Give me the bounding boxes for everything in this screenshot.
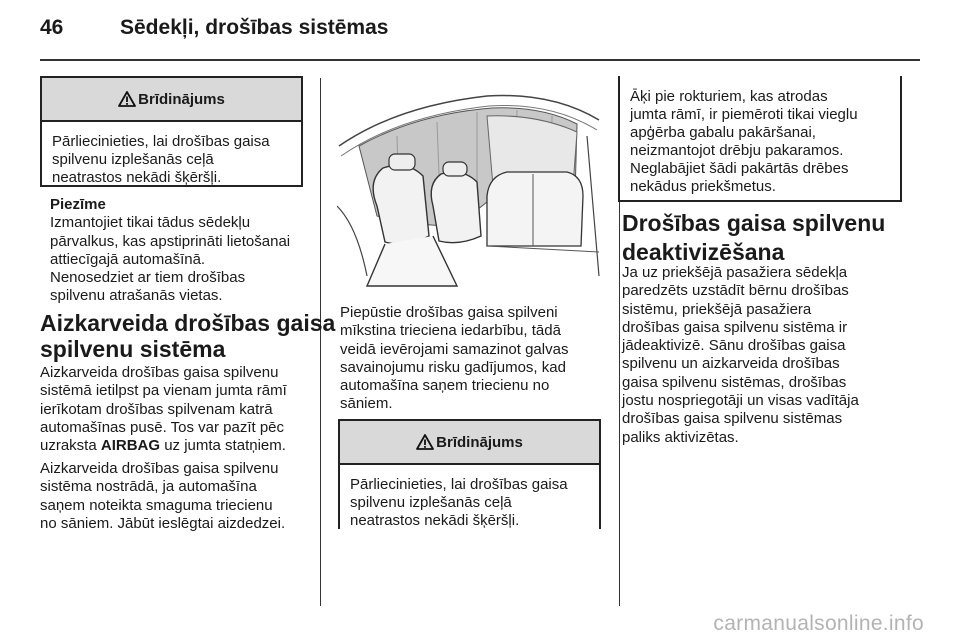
text-run: uz jumta statņiem. xyxy=(160,437,286,455)
text-line: Aizkarveida drošības gaisa spilvenu xyxy=(40,364,279,381)
text-line: Pārliecinieties, lai drošības gaisa xyxy=(350,476,568,493)
warning-text xyxy=(620,76,900,196)
paragraph-deactivation xyxy=(622,264,859,447)
warning-header xyxy=(42,78,301,122)
text-line: ierīkotam drošības spilvenam katrā xyxy=(40,400,273,418)
text-line: jumta rāmī, ir piemēroti tikai vieglu xyxy=(630,106,858,123)
warning-triangle-icon xyxy=(416,434,434,450)
text-line: pārvalkus, kas apstiprināti lietošanai xyxy=(50,232,291,250)
text-line: automašīnas pusē. Tos var pazīt pēc xyxy=(40,418,285,436)
text-line: paredzēts uzstādīt bērnu drošības xyxy=(622,282,849,300)
warning-title: Brīdinājums xyxy=(138,90,225,108)
text-line: gaisa spilvenu sistēmas, drošības xyxy=(622,373,847,391)
heading-line: Aizkarveida drošības gaisa xyxy=(40,310,336,336)
text-line: Nenosedziet ar tiem drošības xyxy=(50,269,246,287)
curtain-airbag-illustration xyxy=(337,76,603,290)
text-line: drošības gaisa spilvenu sistēmas xyxy=(622,410,843,428)
warning-triangle-icon xyxy=(118,91,136,107)
text-line: spilvenu un aizkarveida drošības xyxy=(622,355,840,373)
text-line: jostu nospriegotāji un visas vadītāja xyxy=(622,392,859,410)
text-line: apģērba gabalu pakāršanai, xyxy=(630,124,816,141)
text-line: savainojumu risku gadījumos, kad xyxy=(340,358,566,376)
text-line: saņem noteikta smaguma triecienu xyxy=(40,496,273,514)
text-line: neizmantojot drēbju pakaramos. xyxy=(630,142,844,159)
section-heading-deactivation xyxy=(622,209,885,267)
text-line: Aizkarveida drošības gaisa spilvenu xyxy=(40,460,279,477)
warning-box-left xyxy=(40,76,303,187)
text-line: spilvenu atrašanās vietas. xyxy=(50,287,223,305)
text-line: nekādus priekšmetus. xyxy=(630,178,776,195)
text-run: uzraksta xyxy=(40,437,101,455)
warning-text xyxy=(340,465,599,530)
text-line: spilvenu izplešanās ceļā xyxy=(52,151,214,168)
text-line: paliks aktivizētas. xyxy=(622,428,739,446)
airbag-label: AIRBAG xyxy=(100,437,161,455)
section-title: Sēdekļi, drošības sistēmas xyxy=(120,16,389,39)
text-line: neatrastos nekādi šķēršļi. xyxy=(52,169,222,186)
paragraph-curtain-1 xyxy=(40,364,287,455)
text-line: sistēmu, priekšējā pasažiera xyxy=(622,300,812,318)
text-line: drošības gaisa spilvenu sistēma ir xyxy=(622,318,848,336)
text-line: sistēmā ietilpst pa vienam jumta rāmī xyxy=(40,382,287,400)
section-heading-curtain xyxy=(40,310,335,362)
text-line: Izmantojiet tikai tādus sēdekļu xyxy=(50,214,251,232)
text-line: attiecīgajā automašīnā. xyxy=(50,250,206,268)
figure-caption xyxy=(340,304,568,414)
text-line: sāniem. xyxy=(340,395,393,413)
paragraph-curtain-2 xyxy=(40,460,285,533)
warning-box-middle xyxy=(338,419,601,529)
text-line: jādeaktivizē. Sānu drošības gaisa xyxy=(622,337,846,355)
heading-line: deaktivizēšana xyxy=(622,239,785,265)
text-line: Pārliecinieties, lai drošības gaisa xyxy=(52,133,270,150)
heading-line: Drošības gaisa spilvenu xyxy=(622,210,886,236)
warning-title: Brīdinājums xyxy=(436,433,523,451)
text-line: neatrastos nekādi šķēršļi. xyxy=(350,512,520,529)
warning-box-continued xyxy=(618,76,902,202)
text-line xyxy=(40,437,287,455)
text-line: no sāniem. Jābūt ieslēgtai aizdedzei. xyxy=(40,514,286,532)
heading-line: spilvenu sistēma xyxy=(40,336,226,362)
text-line: Neglabājiet šādi pakārtās drēbes xyxy=(630,160,849,177)
text-line: mīkstina trieciena iedarbību, tādā xyxy=(340,322,561,340)
text-line: automašīna saņem triecienu no xyxy=(340,377,550,395)
note-title: Piezīme xyxy=(50,196,106,213)
page-number: 46 xyxy=(40,16,64,39)
warning-text xyxy=(42,122,301,187)
text-line: spilvenu izplešanās ceļā xyxy=(350,494,512,511)
text-line: Ja uz priekšējā pasažiera sēdekļa xyxy=(622,264,848,281)
text-line: Āķi pie rokturiem, kas atrodas xyxy=(630,88,828,105)
text-line: sistēma nostrādā, ja automašīna xyxy=(40,478,257,496)
text-line: Piepūstie drošības gaisa spilveni xyxy=(340,304,558,321)
watermark: carmanualsonline.info xyxy=(713,612,924,635)
car-interior-drawing xyxy=(337,76,603,290)
header-rule xyxy=(40,59,920,61)
note-block xyxy=(50,196,290,306)
warning-header xyxy=(340,421,599,465)
text-line: veidā ievērojami samazinot galvas xyxy=(340,340,569,358)
